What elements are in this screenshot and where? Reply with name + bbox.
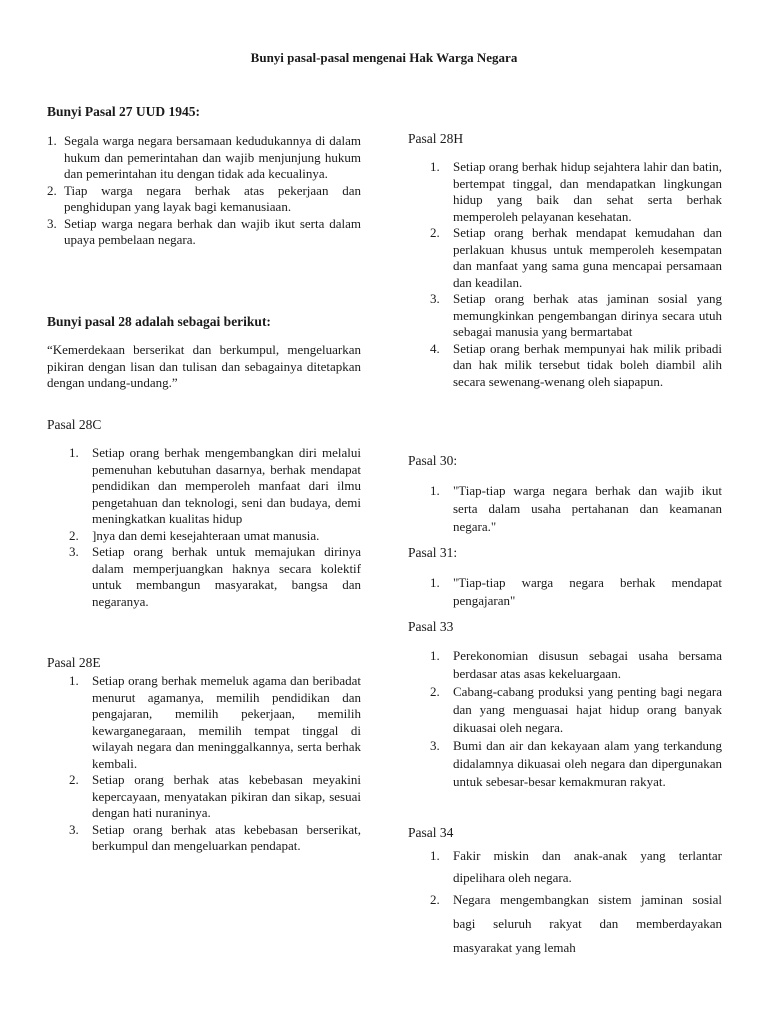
list-item: 2. Tiap warga negara berhak atas pekerjaan dan penghidupan yang layak bagi kemanusiaan.: [47, 182, 361, 214]
list-item: 1. "Tiap-tiap warga negara berhak mendapat pengajaran": [430, 575, 722, 608]
pasal-28-quote: “Kemerdekaan berserikat dan berkumpul, mengeluarkan pikiran dengan lisan dan tulisan dan sebagainya ditetapkan dengan undang-undang.”: [47, 342, 361, 390]
item-number: 1.: [430, 159, 440, 174]
pasal-28e-label: Pasal 28E: [47, 655, 101, 670]
item-number: 1.: [430, 648, 440, 663]
pasal-28h-list: [430, 159, 722, 390]
pasal-27-heading: Bunyi Pasal 27 UUD 1945:: [47, 104, 201, 119]
pasal-30-list: [430, 482, 722, 536]
list-item: 2. ]nya dan demi kesejahteraan umat manusia.: [69, 527, 320, 543]
item-number: 2.: [47, 182, 57, 198]
item-number: 1.: [430, 848, 440, 863]
item-number: 1.: [430, 483, 440, 498]
pasal-28e-list: [69, 673, 361, 855]
list-item: 3. Setiap orang berhak atas jaminan sosial yang memungkinkan pengembangan dirinya secara utuh sebagai manusia yang bermartabat: [430, 291, 722, 339]
pasal-28h-label: Pasal 28H: [408, 131, 464, 146]
list-item: 2. Cabang-cabang produksi yang penting bagi negara dan yang menguasai hajat hidup orang banyak dikuasai oleh negara.: [430, 684, 722, 735]
pasal-28c-label: Pasal 28C: [47, 417, 102, 432]
document-title: Bunyi pasal-pasal mengenai Hak Warga Negara: [250, 50, 518, 65]
list-item: 1. Segala warga negara bersamaan kedudukannya di dalam hukum dan pemerintahan dan wajib menjunjung hukum dan pemerintahan itu dengan tidak ada kecualinya.: [47, 133, 361, 181]
item-number: 2.: [430, 225, 440, 240]
pasal-34-list: [430, 845, 722, 960]
pasal-30-label: Pasal 30:: [408, 453, 458, 468]
pasal-28c-list: [69, 445, 361, 610]
item-number: 1.: [430, 575, 440, 590]
list-item: 2. Negara mengembangkan sistem jaminan sosial bagi seluruh rakyat dan memberdayakan masyarakat yang lemah: [430, 888, 722, 960]
item-number: 3.: [430, 738, 440, 753]
pasal-31-label: Pasal 31:: [408, 545, 458, 560]
item-number: 3.: [69, 821, 79, 837]
list-item: 1. Setiap orang berhak memeluk agama dan beribadat menurut agamanya, memilih pendidikan dan pengajaran, memilih pekerjaan, memilih kewarganegaraan, memilih tempat tinggal di wilayah negara dan meninggalkannya, serta berhak kembali.: [69, 673, 361, 771]
item-number: 4.: [430, 340, 440, 356]
list-item: 3. Setiap orang berhak untuk memajukan dirinya dalam memperjuangkan haknya secara kolektif untuk membangun masyarakat, bangsa dan negaranya.: [69, 544, 361, 609]
list-item: 1. Setiap orang berhak mengembangkan diri melalui pemenuhan kebutuhan dasarnya, berhak mendapat pendidikan dan memperoleh manfaat dari ilmu pengetahuan dan teknologi, seni dan budaya, demi meningkatkan kualitas hidup: [69, 445, 361, 526]
pasal-28-heading: Bunyi pasal 28 adalah sebagai berikut:: [47, 314, 271, 329]
list-item: 1. Fakir miskin dan anak-anak yang terlantar dipelihara oleh negara.: [430, 845, 722, 888]
pasal-33-label: Pasal 33: [408, 619, 454, 634]
item-number: 2.: [69, 527, 79, 543]
item-number: 3.: [47, 215, 57, 231]
list-item: 4. Setiap orang berhak mempunyai hak milik pribadi dan hak milik tersebut tidak boleh diambil alih secara sewenang-wenang oleh siapapun.: [430, 340, 722, 389]
pasal-31-list: [430, 574, 722, 610]
list-item: 2. Setiap orang berhak atas kebebasan meyakini kepercayaan, menyatakan pikiran dan sikap, sesuai dengan hati nuraninya.: [69, 772, 361, 820]
item-number: 2.: [430, 892, 440, 907]
list-item: 1. "Tiap-tiap warga negara berhak dan wajib ikut serta dalam usaha pertahanan dan keamanan negara.": [430, 483, 722, 534]
list-item: 3. Setiap warga negara berhak dan wajib ikut serta dalam upaya pembelaan negara.: [47, 215, 361, 247]
item-number: 1.: [69, 673, 79, 688]
list-item: 1. Setiap orang berhak hidup sejahtera lahir dan batin, bertempat tinggal, dan mendapatkan lingkungan hidup yang baik dan sehat serta berhak memperoleh pelayanan kesehatan.: [430, 159, 722, 224]
list-item: 2. Setiap orang berhak mendapat kemudahan dan perlakuan khusus untuk memperoleh kesempatan dan manfaat yang sama guna mencapai persamaan dan keadilan.: [430, 225, 722, 290]
item-number: 2.: [69, 772, 79, 787]
item-number: 2.: [430, 684, 440, 699]
list-item: 1. Perekonomian disusun sebagai usaha bersama berdasar atas asas kekeluargaan.: [430, 648, 722, 681]
item-number: 3.: [69, 544, 79, 559]
list-item: 3. Bumi dan air dan kekayaan alam yang terkandung didalamnya dikuasai oleh negara dan dipergunakan untuk sebesar-besar kemakmuran rakyat.: [430, 738, 722, 789]
list-item: 3. Setiap orang berhak atas kebebasan berserikat, berkumpul dan mengeluarkan pendapat.: [69, 821, 361, 853]
pasal-34-label: Pasal 34: [408, 825, 454, 840]
item-number: 1.: [69, 445, 79, 460]
item-number: 1.: [47, 133, 57, 148]
pasal-33-list: [430, 647, 722, 791]
item-number: 3.: [430, 291, 440, 306]
pasal-27-list: [47, 133, 361, 249]
